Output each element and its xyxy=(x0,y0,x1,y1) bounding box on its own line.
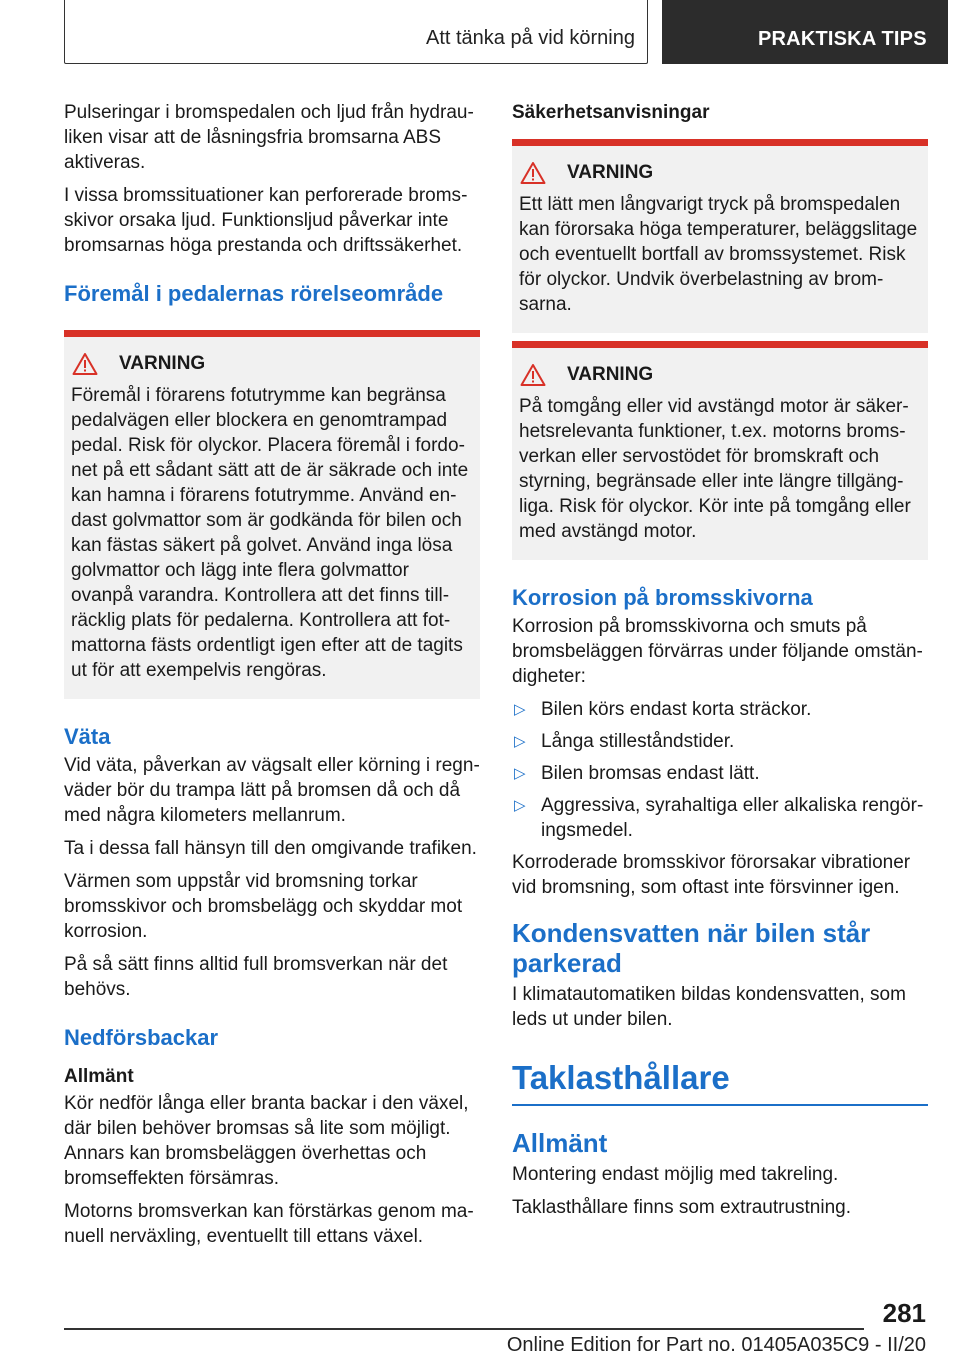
paragraph: Kör nedför långa eller branta backar i den växel, där bilen behöver bromsas så lite som möjligt. Annars kan bromsbeläggen överhettas och bromseffekten försämras. xyxy=(64,1093,469,1189)
warning-triangle-icon xyxy=(520,161,546,185)
paragraph: På så sätt finns alltid full bromsverkan när det behövs. xyxy=(64,954,448,1000)
paragraph: Korroderade bromsskivor förorsakar vibrationer vid bromsning, som oftast inte försvinner igen. xyxy=(512,852,911,898)
warning-box xyxy=(512,341,928,560)
left-column xyxy=(64,100,480,1257)
warning-text: Föremål i förarens fotutrymme kan begränsa pedalvägen eller blockera en genomtrampad pedal. Risk för olyckor. Placera föremål i fordonet på ett sådant sätt att de är säkrade och inte kan hamna i förarens fotutrymme. Använd endast golvmattor som är godkända för bilen och kan fästas säkert på golvet. Använd inga lösa golvmattor och lägg inte flera golvmattor ovanpå varandra. Kontrollera att det finns tillräcklig plats för pedalerna. Kontrollera att fotmattorna fästs ordentligt igen efter att de tagits ut för att exempelvis rengöras. xyxy=(71,385,469,681)
paragraph: Motorns bromsverkan kan förstärkas genom manuell nerväxling, eventuellt till ettans växel. xyxy=(64,1201,474,1247)
paragraph: Montering endast möjlig med takreling. xyxy=(512,1164,839,1185)
list-item: ▷ Bilen bromsas endast lätt. xyxy=(514,763,760,784)
subheading-sakerhet: Säkerhetsanvisningar xyxy=(512,102,710,123)
header-chapter-tab: PRAKTISKA TIPS xyxy=(662,0,948,64)
list-item: ▷ Långa stilleståndstider. xyxy=(514,731,735,752)
subheading-allmant: Allmänt xyxy=(64,1066,134,1087)
warning-triangle-icon xyxy=(72,352,98,376)
footer-edition-text: Online Edition for Part no. 01405A035C9 - II/20 xyxy=(506,1334,926,1356)
triangle-bullet-icon: ▷ xyxy=(514,765,526,782)
warning-box xyxy=(512,139,928,333)
warning-label: VARNING xyxy=(567,364,654,385)
warning-header xyxy=(519,362,921,388)
warning-triangle-icon xyxy=(520,363,546,387)
paragraph: Ta i dessa fall hänsyn till den omgivande trafiken. xyxy=(64,838,477,859)
section-heading-kondens: Kondensvatten när bilen står parkerad xyxy=(512,918,871,978)
warning-text: På tomgång eller vid avstängd motor är säkerhetsrelevanta funktioner, t.ex. motorns bromsverkan eller servostödet för bromskraft och styrning, begränsade eller inte längre tillgängliga. Risk för olyckor. Kör inte på tomgång eller med avstängd motor. xyxy=(519,396,911,542)
triangle-bullet-icon: ▷ xyxy=(514,701,526,718)
list-item: ▷ Bilen körs endast korta sträckor. xyxy=(514,699,812,720)
triangle-bullet-icon: ▷ xyxy=(514,797,526,814)
warning-text: Ett lätt men långvarigt tryck på bromspedalen kan förorsaka höga temperaturer, beläggslitage och eventuellt bortfall av bromssystemet. Risk för olyckor. Undvik överbelastning av bromsarna. xyxy=(519,194,918,315)
section-heading-pedal: Föremål i pedalernas rörelseområde xyxy=(64,281,444,306)
paragraph: I vissa bromssituationer kan perforerade bromsskivor orsaka ljud. Funktionsljud påverkar inte bromsarnas höga prestanda och driftssäkerhet. xyxy=(64,185,468,256)
section-heading-korrosion: Korrosion på bromsskivorna xyxy=(512,585,813,610)
warning-label: VARNING xyxy=(119,353,206,374)
header-section-title: Att tänka på vid körning xyxy=(425,27,635,49)
paragraph: Pulseringar i bromspedalen och ljud från hydrauliken visar att de låsningsfria bromsarna ABS aktiveras. xyxy=(64,102,474,173)
section-heading-allmant: Allmänt xyxy=(512,1128,608,1158)
warning-header xyxy=(71,351,473,377)
warning-label: VARNING xyxy=(567,162,654,183)
paragraph: Vid väta, påverkan av vägsalt eller körning i regnväder bör du trampa lätt på bromsen då och då med några kilometers mellanrum. xyxy=(64,755,480,826)
heading-rule xyxy=(512,1104,928,1106)
section-heading-nedfors: Nedförsbackar xyxy=(64,1025,219,1050)
warning-header xyxy=(519,160,921,186)
chapter-heading-taklast: Taklasthållare xyxy=(512,1059,730,1096)
paragraph: Värmen som uppstår vid bromsning torkar bromsskivor och bromsbelägg och skyddar mot korrosion. xyxy=(64,871,463,942)
page-number: 281 xyxy=(882,1298,926,1328)
bullet-list xyxy=(512,697,928,843)
list-item: ▷ Aggressiva, syrahaltiga eller alkaliska rengöringsmedel. xyxy=(514,795,924,841)
paragraph: Taklasthållare finns som extrautrustning. xyxy=(512,1197,851,1218)
section-heading-vata: Väta xyxy=(64,724,111,749)
right-column xyxy=(512,100,928,1228)
paragraph: Korrosion på bromsskivorna och smuts på bromsbeläggen förvärras under följande omständigheter: xyxy=(512,616,923,687)
triangle-bullet-icon: ▷ xyxy=(514,733,526,750)
paragraph: I klimatautomatiken bildas kondensvatten, som leds ut under bilen. xyxy=(512,984,906,1030)
footer-rule xyxy=(64,1328,864,1330)
warning-box xyxy=(64,330,480,699)
